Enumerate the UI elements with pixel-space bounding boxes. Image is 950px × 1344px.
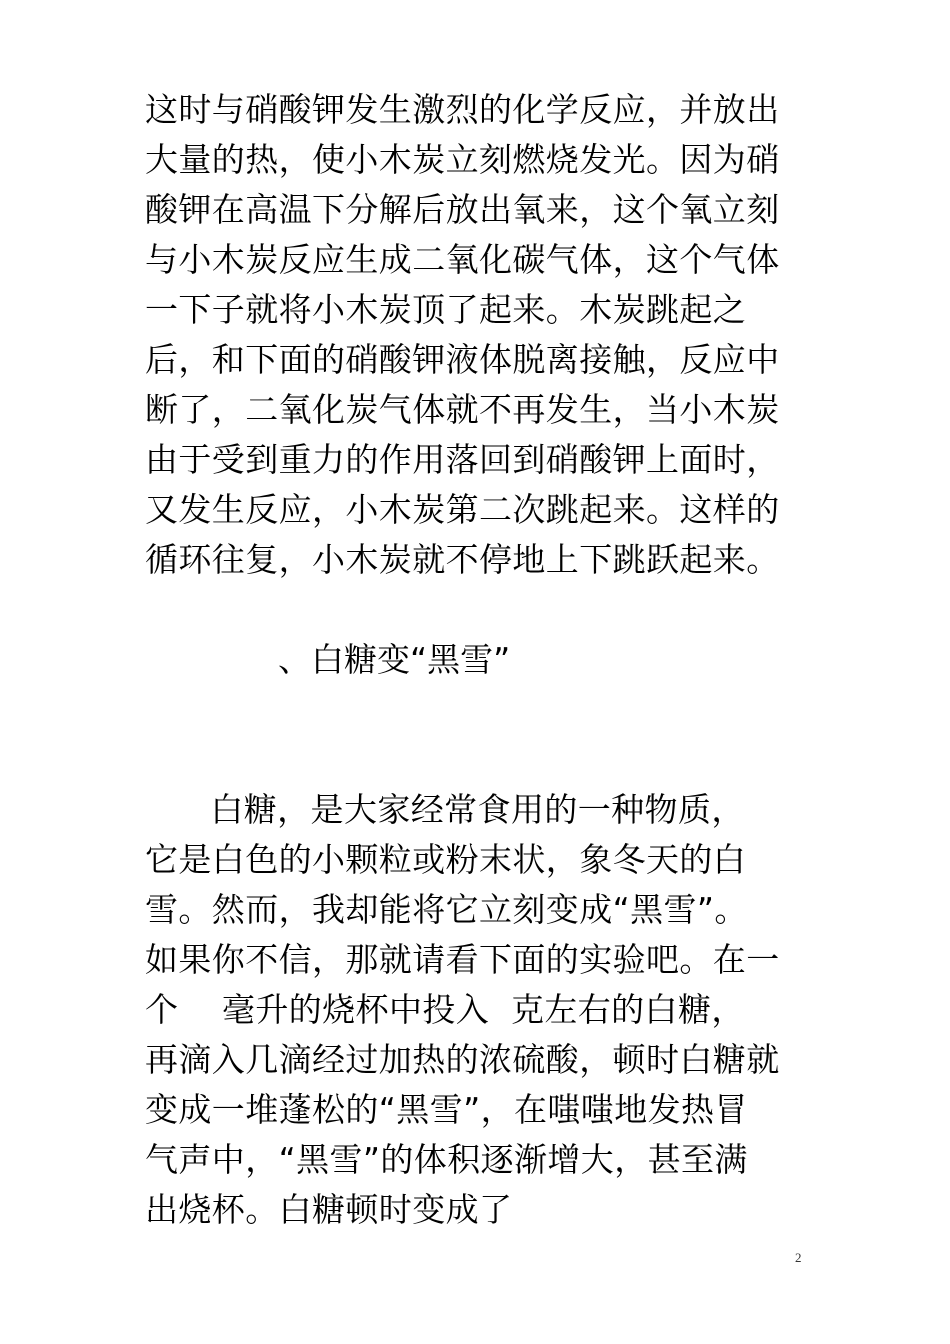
paragraph1-line-9: 又发生反应，小木炭第二次跳起来。这样的 — [145, 490, 780, 529]
paragraph1-line-8: 由于受到重力的作用落回到硝酸钾上面时， — [145, 440, 780, 479]
paragraph1-line-5: 一下子就将小木炭顶了起来。木炭跳起之 — [145, 290, 747, 329]
paragraph1-line-6: 后，和下面的硝酸钾液体脱离接触，反应中 — [145, 340, 780, 379]
paragraph2-line-2: 它是白色的小颗粒或粉末状，象冬天的白 — [145, 840, 747, 879]
paragraph1-line-10: 循环往复，小木炭就不停地上下跳跃起来。 — [145, 540, 780, 579]
paragraph2-line-4: 如果你不信，那就请看下面的实验吧。在一 — [145, 940, 780, 979]
section-heading: 、白糖变“黑雪” — [278, 640, 511, 679]
paragraph1-line-1: 这时与硝酸钾发生激烈的化学反应，并放出 — [145, 90, 780, 129]
paragraph2-line-7: 变成一堆蓬松的“黑雪”，在嗤嗤地发热冒 — [145, 1090, 748, 1129]
paragraph2-line-9: 出烧杯。白糖顿时变成了 — [145, 1190, 513, 1229]
page-number: 2 — [795, 1250, 802, 1265]
paragraph1-line-2: 大量的热，使小木炭立刻燃烧发光。因为硝 — [145, 140, 780, 179]
paragraph1-line-3: 酸钾在高温下分解后放出氧来，这个氧立刻 — [145, 190, 780, 229]
paragraph1-line-4: 与小木炭反应生成二氧化碳气体，这个气体 — [145, 240, 780, 279]
paragraph1-line-7: 断了，二氧化炭气体就不再发生，当小木炭 — [145, 390, 780, 429]
paragraph2-line-3: 雪。然而，我却能将它立刻变成“黑雪”。 — [145, 890, 748, 929]
paragraph2-line-8: 气声中，“黑雪”的体积逐渐增大，甚至满 — [145, 1140, 748, 1179]
paragraph2-line-1: 白糖，是大家经常食用的一种物质， — [145, 790, 745, 829]
paragraph2-line-6: 再滴入几滴经过加热的浓硫酸，顿时白糖就 — [145, 1040, 780, 1079]
paragraph2-line-5: 个 毫升的烧杯中投入 克左右的白糖， — [145, 990, 745, 1029]
